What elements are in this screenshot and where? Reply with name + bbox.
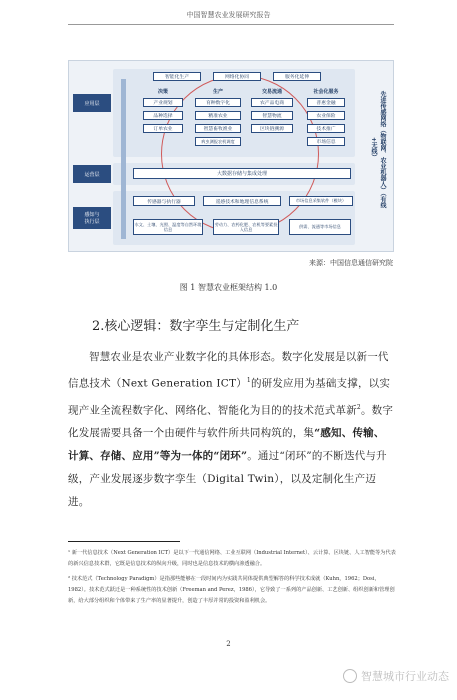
layer-label-app: 应用层 [73,94,111,112]
bottom-chip-3: 供需、流通等市场信息 [289,219,351,235]
watermark [343,668,449,684]
para-text-3: 。数字化发展需要具备一个由硬件与软件所共同构筑的，集 [68,404,394,439]
watermark-text: 智慧城市行业动态 [361,670,449,683]
group-item: 病虫测报农机调度 [195,137,241,146]
para-text-4: 。通过“闭环”的不断迭代与升级，产业发展逐步数字孪生（Digital Twin），以及定制化生产迈进。 [68,450,387,508]
mid-chip-2: 遥感技术和地理信息系统 [203,196,281,206]
top-chip-1: 智能化生产 [153,72,201,81]
running-header: 中国智慧农业发展研究报告 [186,11,271,19]
bottom-chip-1: 水文、土壤、光照、温度等自然环境信息 [133,219,203,235]
wechat-icon [343,669,357,683]
group-item: 智慧物流 [251,111,293,120]
layer-label-sense: 感知与 执行层 [73,207,111,229]
group-item: 农产品电商 [251,98,293,107]
side-vertical-label: 先进传感网络（物联网、农业机器人）（有线+无线） [370,90,386,208]
footnote-ref-1: 1 [246,377,251,384]
section-title: 2.核心逻辑：数字孪生与定制化生产 [92,319,300,334]
top-chip-3: 服务化延伸 [273,72,321,81]
para-text-2: 的研发应用为基础支撑，以实现产业全流程数字化、网络化、智能化为目的的技术范式革新 [68,377,391,416]
group-head-4: 社会化服务 [313,89,339,95]
group-head-3: 交易流通 [261,89,282,95]
group-item: 农业保险 [307,111,345,120]
group-item: 普惠金融 [307,98,345,107]
para-bold: “感知、传输、计算、存储、应用”等为一体的“闭环” [68,427,385,462]
figure-caption: 图 1 智慧农业框架结构 1.0 [179,283,278,292]
group-item: 订单农业 [143,124,183,133]
framework-figure [68,60,394,252]
footnote-rule [68,541,180,542]
group-item: 品种选择 [143,111,183,120]
group-item: 精准农业 [195,111,241,120]
figure-source: 来源：中国信息通信研究院 [309,259,393,267]
ops-bar: 大数据存储与集成处理 [133,168,351,179]
footnote-1: ¹ 新一代信息技术（Next Generation ICT）是以下一代通信网络、工业互联网（Industrial Internet）、云计算、区块链、人工智能等为代表的新兴信息技术群，它既是信息技术的纵向升级，同时也是信息技术的横向渗透融合。 [68,550,396,567]
group-item: 技术推广 [307,124,345,133]
group-item: 产业规划 [143,98,183,107]
layer-label-ops: 运营层 [73,165,111,183]
bottom-chip-2: 劳动力、农药化肥、农机等要素投入信息 [213,219,279,235]
group-item: 市场信息 [307,137,345,146]
para-text-1: 智慧农业是农业产业数字化的具体形态。数字化发展是以新一代信息技术（Next Generation ICT） [68,351,389,390]
header-rule [68,24,394,25]
group-head-1: 决策 [157,89,168,95]
mid-chip-1: 传感器与执行器 [133,196,195,206]
body-paragraph [68,346,394,514]
footnote-ref-2: 2 [356,403,361,411]
page-number: 2 [226,640,231,648]
footnote-2: ² 技术范式（Technology Paradigm）是指那些能够在一段时间内为实践共同体提供典型解答的科学技术成就（Kuhn，1962；Dosi，1982）。技术范式跃迁是一种系统性的技术创新（Freeman and Perez，1986），它导致了一系列的产品创新、工艺创新、组织创新和管理创新，给大部分组织和个体带来了生产率的显著提升，创造了丰厚并常的投资和盈利机会。 [68,576,395,604]
top-chip-2: 网络化协同 [213,72,261,81]
group-item: 智慧畜牧渔业 [195,124,241,133]
group-item: 育种数字化 [195,98,241,107]
vertical-arrow [121,79,126,239]
group-item: 区块链溯源 [251,124,293,133]
group-head-2: 生产 [212,89,223,95]
mid-chip-3: 市场信息采集软件（模块） [289,196,353,206]
